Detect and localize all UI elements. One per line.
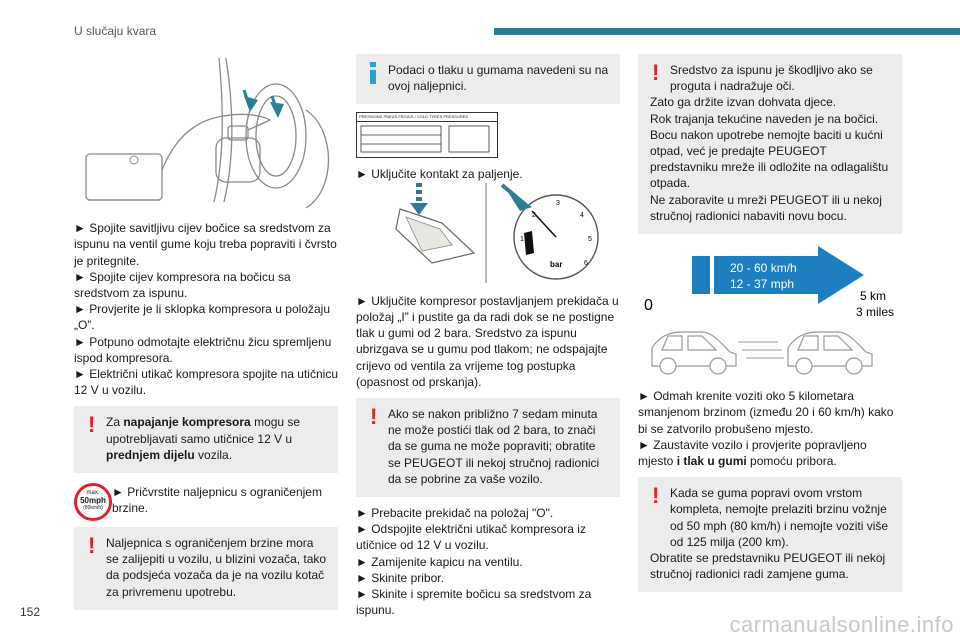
warning-icon: ! bbox=[652, 60, 660, 85]
step-text: ► Uključite kompresor postavljanjem prekidača u položaj „I” i pustite ga da radi dok se ne postigne tlak u gumi od 2 bara. Sredstvo za ispunu ubrizgava se u gumu pod tlakom; ne odspajajte crijevo od ventila za vrijeme tog postupka (opasnost od prskanja). bbox=[356, 293, 619, 389]
car-icon bbox=[788, 332, 872, 374]
column-1 bbox=[74, 50, 338, 610]
speed-range-mph: 12 - 37 mph bbox=[730, 277, 795, 292]
car-icon bbox=[652, 332, 736, 374]
step-text: ► Skinite pribor. bbox=[356, 570, 444, 585]
watermark: carmanualsonline.info bbox=[729, 612, 954, 637]
warning-box: ! Ako se nakon približno 7 sedam minuta ne može postići tlak od 2 bara, to znači da se guma ne može popraviti; obratite se PEUGEOT ili nekoj stručnoj radionici da se pobrine za vaše vozilo. bbox=[356, 398, 620, 497]
step-text: ► Zaustavite vozilo i provjerite popravljeno mjesto i tlak u gumi pomoću pribora. bbox=[638, 437, 867, 469]
step-text: ► Skinite i spremite bočicu sa sredstvom za ispunu. bbox=[356, 587, 592, 618]
distance-start-label: 0 bbox=[644, 297, 653, 315]
warning-icon: ! bbox=[88, 412, 96, 438]
warning-icon: ! bbox=[370, 404, 378, 430]
step-text: ► Odmah krenite voziti oko 5 kilometara smanjenom brzinom (između 20 i 60 km/h) kako bi se zatvorilo probušeno mjesto. bbox=[638, 389, 894, 436]
step-text: ► Prebacite prekidač na položaj "O". bbox=[356, 506, 554, 521]
info-box: Podaci o tlaku u gumama navedeni su na ovoj naljepnici. bbox=[356, 54, 620, 104]
step-text: ► Odspojite električni utikač kompresora iz utičnice od 12 V u vozilu. bbox=[356, 522, 586, 553]
gauge-tick-label: 1 bbox=[520, 235, 524, 243]
warning-box: ! Kada se guma popravi ovom vrstom kompleta, nemojte prelaziti brzinu vožnje od 50 mph (80 km/h) i nemojte voziti više od 125 milja (200 km). Obratite se predstavniku PEUGEOT ili nekoj stručnoj radionici radi zamjene guma. bbox=[638, 477, 902, 592]
distance-miles-label: 3 miles bbox=[856, 305, 895, 320]
ignition-gauge-illustration bbox=[356, 183, 620, 283]
step-text: ► Zamijenite kapicu na ventilu. bbox=[356, 554, 523, 569]
warning-box: ! Sredstvo za ispunu je škodljivo ako se proguta i nadražuje oči. Zato ga držite izvan dohvata djece. Rok trajanja tekućine naveden je na bočici. Bocu nakon upotrebe nemojte baciti u kućni otpad, već je predajte PEUGEOT predstavniku mreže ili odložite na odlagalištu otpada. Ne zaboravite u mreži PEUGEOT ili u nekoj stručnoj radionici nabaviti novu bocu. bbox=[638, 54, 902, 234]
gauge-tick-label: 2 bbox=[532, 211, 536, 219]
sticker-table-graphic bbox=[357, 122, 495, 158]
warning-box: ! Za napajanje kompresora mogu se upotrebljavati samo utičnice 12 V u prednjem dijelu vozila. bbox=[74, 406, 338, 473]
gauge-tick-label: 4 bbox=[580, 211, 584, 219]
tyre-pressure-sticker: PRESSIONS PNEUS FROIDS / COLD TYRES PRESSURES bbox=[356, 112, 498, 158]
driving-distance-diagram bbox=[638, 246, 902, 376]
gauge-tick-label: 6 bbox=[584, 259, 588, 267]
step-text: ► Uključite kontakt za paljenje. bbox=[356, 167, 523, 182]
speed-label-step bbox=[74, 483, 338, 519]
step-text: ► Spojite cijev kompresora na bočicu sa sredstvom za ispunu. bbox=[74, 269, 291, 301]
info-icon bbox=[370, 62, 376, 84]
step-text: ► Pričvrstite naljepnicu s ograničenjem brzine. bbox=[112, 485, 322, 516]
gauge-tick-label: 3 bbox=[556, 199, 560, 207]
column-2 bbox=[356, 54, 620, 618]
step-text: ► Spojite savitljivu cijev bočice sa sredstvom za ispunu na ventil gume koju treba popraviti i čvrsto je pritegnite. bbox=[74, 221, 337, 268]
distance-km-label: 5 km bbox=[860, 289, 887, 304]
speed-range-kmh: 20 - 60 km/h bbox=[730, 261, 797, 276]
gauge-tick-label: 5 bbox=[588, 235, 592, 243]
step-text: ► Provjerite je li sklopka kompresora u položaju „O”. bbox=[74, 302, 330, 333]
page-header-title: U slučaju kvara bbox=[74, 24, 157, 38]
motion-lines bbox=[738, 342, 784, 358]
warning-box: ! Naljepnica s ograničenjem brzine mora se zalijepiti u vozilu, u blizini vozača, tako da podsjeća vozača da je na vozilu kotač za privremenu upotrebu. bbox=[74, 527, 338, 610]
gauge-unit-label: bar bbox=[550, 259, 563, 269]
step-text: ► Potpuno odmotajte električnu žicu spremljenu ispod kompresora. bbox=[74, 334, 332, 365]
warning-icon: ! bbox=[88, 533, 96, 559]
page-number: 152 bbox=[20, 605, 41, 619]
warning-icon: ! bbox=[652, 483, 660, 509]
header-accent-bar bbox=[494, 28, 960, 35]
step-text: ► Električni utikač kompresora spojite na utičnicu 12 V u vozilu. bbox=[74, 367, 338, 398]
speed-limit-sticker-icon: max. 50mph (80km/h) bbox=[74, 483, 112, 521]
column-3 bbox=[638, 54, 902, 592]
compressor-illustration bbox=[74, 50, 338, 210]
